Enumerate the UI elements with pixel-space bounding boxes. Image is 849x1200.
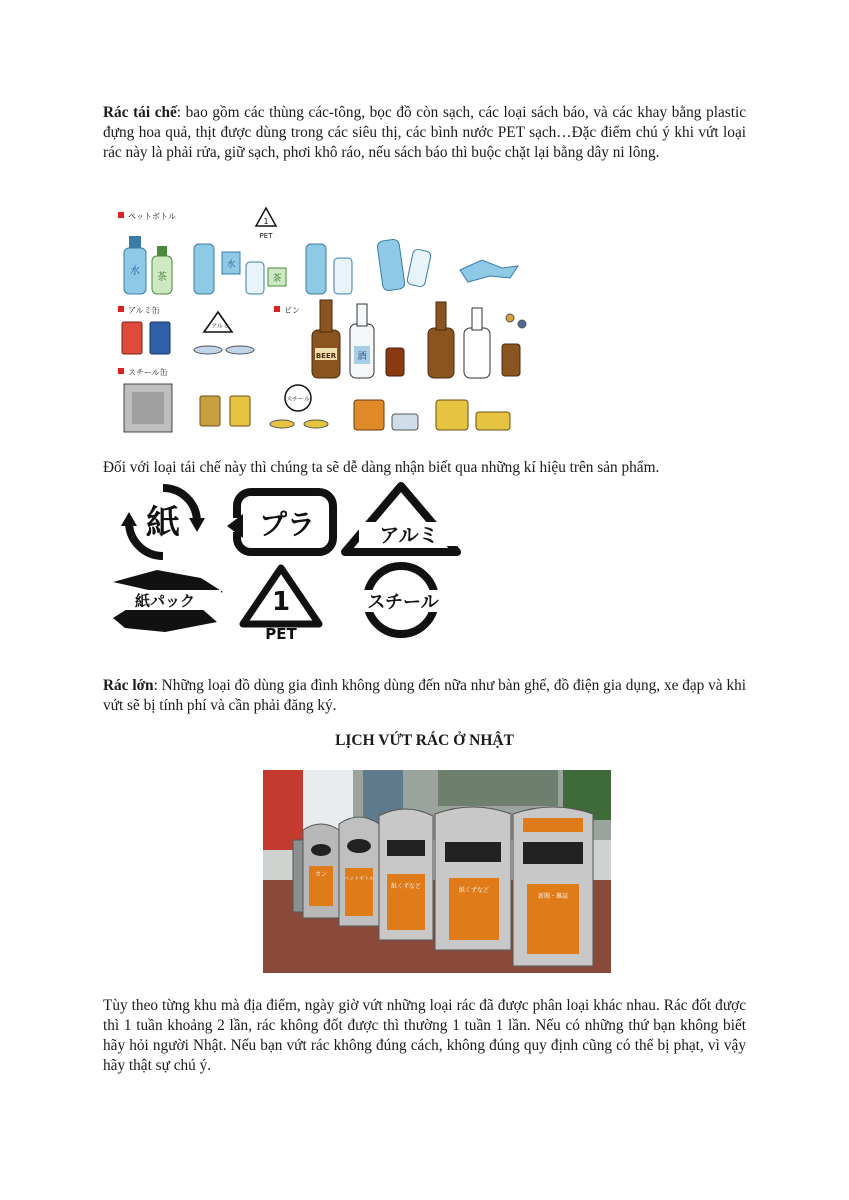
paragraph-bulky-waste	[103, 676, 746, 716]
beer-label: BEER	[315, 352, 337, 360]
recycling-symbols-figure	[105, 480, 465, 642]
steel-symbol-text: スチール	[367, 592, 439, 613]
water-label: 水	[130, 266, 140, 277]
pet-bottle	[194, 244, 214, 294]
steel-box-face	[132, 392, 164, 424]
clear-bottle-neck	[472, 308, 482, 330]
recyclable-items-illustration	[110, 200, 545, 445]
pet-bottle	[246, 262, 264, 294]
paragraph-schedule	[103, 996, 746, 1076]
notice-board	[438, 770, 558, 806]
pet-section-marker	[118, 212, 124, 218]
pet-recycle-mark	[256, 208, 276, 240]
small-bottle	[386, 348, 404, 376]
trash-bin-4	[379, 809, 433, 940]
aluminum-can-blue	[150, 322, 170, 354]
term-bulky-waste: Rác lớn	[103, 677, 154, 694]
pet-mark-number: 1	[263, 217, 269, 226]
steel-recycle-symbol	[349, 566, 457, 634]
recycling-symbols	[105, 480, 465, 642]
pet-bottle	[306, 244, 326, 294]
small-brown-bottle	[502, 344, 520, 376]
paper-pack-recycle-symbol	[109, 570, 223, 632]
paragraph-symbols-text: Đối với loại tái chế này thì chúng ta sẽ dễ dàng nhận biết qua những kí hiệu trên sản phẩm.	[103, 459, 660, 476]
tuna-can	[392, 414, 418, 430]
aluminum-recycle-symbol	[345, 486, 461, 552]
aluminum-mark-text: アルミ	[211, 323, 229, 330]
pet-bottles-row	[124, 236, 518, 294]
sake-label: 酒	[357, 352, 367, 362]
brown-bottle	[428, 328, 454, 378]
open-can	[476, 412, 510, 430]
crushed-steel-can	[304, 420, 328, 428]
plastic-symbol-text: プラ	[258, 508, 316, 541]
crushed-bottle	[377, 239, 406, 292]
paragraph-bulky-waste-text: : Những loại đồ dùng gia đình không dùng đến nữa như bàn ghế, đồ điện gia dụng, xe đạp và khi vứt sẽ bị tính phí và cần phải đăng ký.	[103, 677, 746, 714]
sake-bottle-neck	[357, 304, 367, 326]
bin-label-pet: ペットボトル	[343, 876, 375, 882]
pet-recycle-symbol	[243, 568, 319, 642]
trash-bins-photo	[263, 770, 611, 973]
pet-mark-text: PET	[259, 232, 273, 240]
bottle-cap	[157, 246, 167, 256]
paper-recycle-symbol	[121, 488, 205, 556]
trash-bin-6	[513, 807, 593, 966]
trash-bins-illustration	[263, 770, 611, 973]
crushed-can	[226, 346, 254, 354]
tea-label: 茶	[157, 272, 167, 283]
paragraph-recyclable-text: : bao gồm các thùng các-tông, bọc đồ còn sạch, các loại sách báo, và các khay bằng plastic đựng hoa quả, thịt được dùng trong các siêu thị, các bình nước PET sạch…Đặc điểm chú ý khi vứt loại rác này là phải rửa, giữ sạch, phơi khô ráo, nếu sách báo thì buộc chặt lại bằng dây ni lông.	[103, 104, 746, 161]
bottle-cap-loose	[518, 320, 526, 328]
pet-symbol-number: 1	[271, 587, 291, 617]
tea-label-2: 茶	[272, 274, 282, 284]
pet-bottle-label: ペットボトル	[128, 212, 176, 221]
crushed-steel-can	[270, 420, 294, 428]
paragraph-schedule-text: Tùy theo từng khu mà địa điểm, ngày giờ vứt những loại rác đã được phân loại khác nhau. Rác đốt được thì 1 tuần khoảng 2 lần, rác không đốt được thì thường 1 tuần 1 lần. Nếu có những thứ bạn không biết hãy hỏi người Nhật. Nếu bạn vứt rác không đúng cách, không đúng quy định cũng có thể bị phạt, vì vậy hãy thật sự chú ý.	[103, 997, 746, 1074]
crushed-bottle	[406, 249, 431, 288]
steel-mark-text: スチール	[286, 396, 310, 403]
trash-bin-5	[435, 807, 511, 950]
aluminum-symbol-text: アルミ	[379, 523, 439, 547]
aluminum-can-red	[122, 322, 142, 354]
trash-bin-2	[303, 824, 339, 918]
water-label-2: 水	[226, 260, 236, 270]
recyclable-items-figure	[110, 200, 545, 445]
bin-label-newspaper: 新聞・雑誌	[537, 893, 569, 900]
bottle-section-marker	[274, 306, 280, 312]
term-recyclable: Rác tái chế	[103, 104, 177, 121]
bottle-label: ビン	[284, 306, 300, 315]
steel-recycle-mark	[285, 385, 311, 411]
steel-section-marker	[118, 368, 124, 374]
plastic-recycle-symbol	[223, 492, 333, 552]
food-can	[354, 400, 384, 430]
aluminum-can-label: アルミ缶	[128, 306, 160, 315]
flattened-bottle	[460, 260, 518, 282]
schedule-heading: LỊCH VỨT RÁC Ở NHẬT	[335, 732, 514, 749]
large-can	[436, 400, 468, 430]
steel-can-gold	[200, 396, 220, 426]
brown-bottle-neck	[436, 302, 446, 330]
steel-can-yellow	[230, 396, 250, 426]
paragraph-recyclable	[103, 103, 746, 163]
trash-bin-3	[339, 817, 379, 926]
bottle-cap-loose	[506, 314, 514, 322]
aluminum-section-marker	[118, 306, 124, 312]
beer-bottle-neck	[320, 300, 332, 332]
crushed-can	[194, 346, 222, 354]
pet-bottle	[334, 258, 352, 294]
aluminum-recycle-mark	[204, 312, 232, 332]
paper-pack-symbol-text: 紙パック	[134, 592, 196, 610]
bin-label-cans: カン	[314, 871, 328, 878]
bin-label-paper: 紙くずなど	[390, 883, 422, 890]
clear-bottle	[464, 328, 490, 378]
paper-symbol-text: 紙	[146, 503, 180, 543]
steel-can-label: スチール缶	[128, 368, 168, 377]
paragraph-symbols	[103, 458, 746, 478]
bin-label-paper-2: 紙くずなど	[458, 887, 490, 894]
pet-symbol-label: PET	[265, 625, 297, 642]
bottle-cap	[129, 236, 141, 248]
